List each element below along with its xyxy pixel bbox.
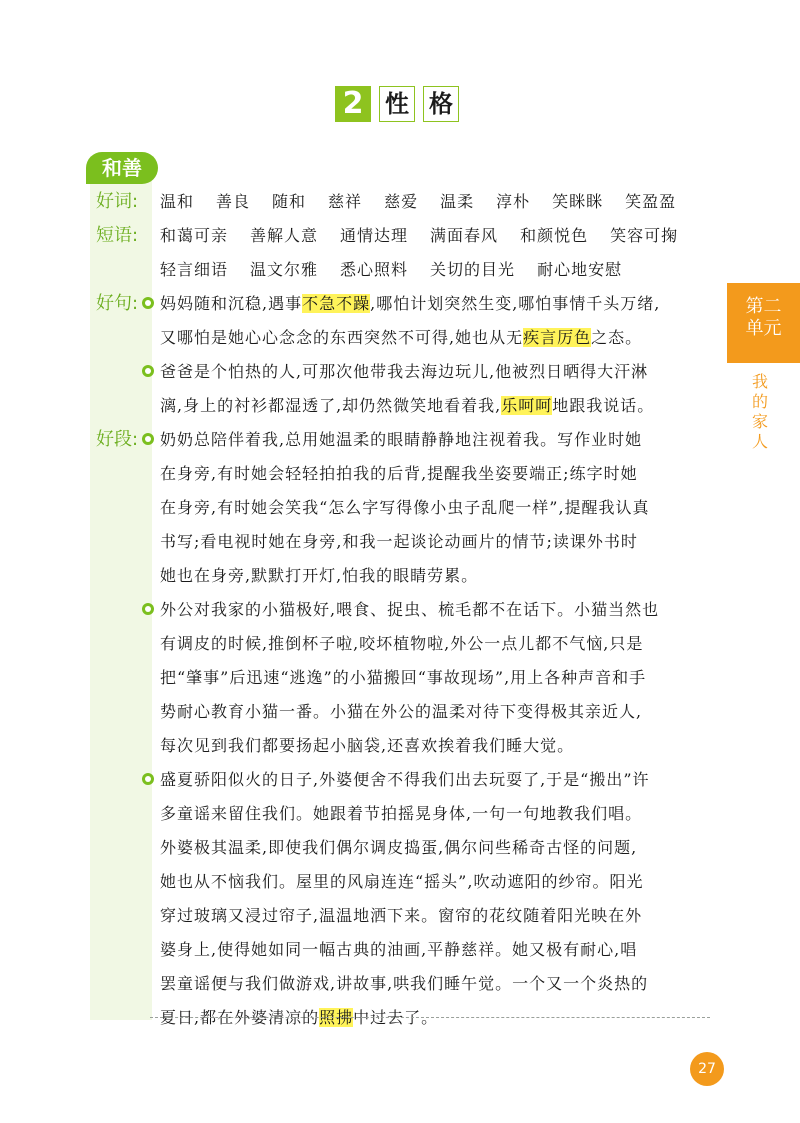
phrase: 关切的目光 (430, 260, 516, 279)
word: 慈爱 (384, 192, 419, 211)
phrase: 笑容可掬 (610, 226, 679, 245)
text-line: 多童谣来留住我们。她跟着节拍摇晃身体,一句一句地教我们唱。 (160, 804, 643, 823)
text-line: 把“肇事”后迅速“逃逸”的小猫搬回“事故现场”,用上各种声音和手 (160, 668, 647, 687)
sentence-2 (160, 355, 710, 423)
words-label: 好词: (96, 191, 139, 212)
word: 善良 (216, 192, 251, 211)
word: 随和 (272, 192, 307, 211)
page-number: 27 (690, 1052, 724, 1086)
text-line: 有调皮的时候,推倒杯子啦,咬坏植物啦,外公一点儿都不气恼,只是 (160, 634, 644, 653)
title-char-2: 格 (423, 86, 459, 122)
paragraph-2 (160, 593, 710, 763)
phrase: 通情达理 (340, 226, 409, 245)
text-line: 势耐心教育小猫一番。小猫在外公的温柔对待下变得极其亲近人, (160, 702, 643, 721)
text-line: 又哪怕是她心心念念的东西突然不可得,她也从无疾言厉色之态。 (160, 328, 643, 347)
phrase: 悉心照料 (340, 260, 409, 279)
text-line: 奶奶总陪伴着我,总用她温柔的眼睛静静地注视着我。写作业时她 (160, 430, 643, 449)
title-char-1: 性 (379, 86, 415, 122)
text-line: 在身旁,有时她会轻轻拍拍我的后背,提醒我坐姿要端正;练字时她 (160, 464, 638, 483)
text-line: 她也在身旁,默默打开灯,怕我的眼睛劳累。 (160, 566, 479, 585)
phrase: 轻言细语 (160, 260, 229, 279)
paragraph-3 (160, 763, 710, 1035)
text-line: 外公对我家的小猫极好,喂食、捉虫、梳毛都不在话下。小猫当然也 (160, 600, 660, 619)
lesson-number: 2 (335, 86, 371, 122)
phrases-row-1 (160, 224, 700, 248)
lesson-title (0, 86, 800, 126)
text-line: 她也从不恼我们。屋里的风扇连连“摇头”,吹动遮阳的纱帘。阳光 (160, 872, 644, 891)
text-line: 爸爸是个怕热的人,可那次他带我去海边玩儿,他被烈日晒得大汗淋 (160, 362, 649, 381)
text-line: 在身旁,有时她会笑我“怎么字写得像小虫子乱爬一样”,提醒我认真 (160, 498, 650, 517)
phrases-row-2 (160, 258, 644, 282)
sentences-label: 好句: (96, 293, 139, 314)
word: 笑眯眯 (552, 192, 604, 211)
text-line: 书写;看电视时她在身旁,和我一起谈论动画片的情节;读课外书时 (160, 532, 638, 551)
word: 温和 (160, 192, 195, 211)
text-line: 罢童谣便与我们做游戏,讲故事,哄我们睡午觉。一个又一个炎热的 (160, 974, 649, 993)
text-line: 婆身上,使得她如同一幅古典的油画,平静慈祥。她又极有耐心,唱 (160, 940, 638, 959)
paragraph-1 (160, 423, 710, 593)
phrase: 和蔼可亲 (160, 226, 229, 245)
category-badge: 和善 (86, 152, 158, 184)
highlighted-phrase: 乐呵呵 (501, 396, 553, 415)
text-line: 盛夏骄阳似火的日子,外婆便舍不得我们出去玩耍了,于是“搬出”许 (160, 770, 650, 789)
word: 笑盈盈 (625, 192, 677, 211)
text-line: 每次见到我们都要扬起小脑袋,还喜欢挨着我们睡大觉。 (160, 736, 575, 755)
text-line: 穿过玻璃又浸过帘子,温温地洒下来。窗帘的花纹随着阳光映在外 (160, 906, 643, 925)
word: 慈祥 (328, 192, 363, 211)
sentence-1 (160, 287, 710, 355)
phrase: 满面春风 (430, 226, 499, 245)
phrase: 耐心地安慰 (537, 260, 623, 279)
highlighted-phrase: 不急不躁 (302, 294, 371, 313)
text-line: 夏日,都在外婆清凉的照拂中过去了。 (160, 1008, 439, 1027)
unit-tab: 第二 单元 (727, 283, 800, 363)
words-row (160, 190, 698, 214)
paragraphs-label: 好段: (96, 429, 139, 450)
word: 淳朴 (496, 192, 531, 211)
text-line: 漓,身上的衬衫都湿透了,却仍然微笑地看着我,乐呵呵地跟我说话。 (160, 396, 655, 415)
word: 温柔 (440, 192, 475, 211)
text-line: 外婆极其温柔,即使我们偶尔调皮捣蛋,偶尔问些稀奇古怪的问题, (160, 838, 638, 857)
bullet-icon (142, 433, 154, 445)
bullet-icon (142, 297, 154, 309)
unit-subtitle: 我 的 家 人 (751, 372, 768, 451)
phrase: 和颜悦色 (520, 226, 589, 245)
highlighted-phrase: 疾言厉色 (523, 328, 592, 347)
bullet-icon (142, 773, 154, 785)
dashed-divider (150, 1017, 710, 1018)
phrases-label: 短语: (96, 225, 139, 246)
phrase: 温文尔雅 (250, 260, 319, 279)
highlighted-phrase: 照拂 (319, 1008, 354, 1027)
phrase: 善解人意 (250, 226, 319, 245)
bullet-icon (142, 365, 154, 377)
text-line: 妈妈随和沉稳,遇事不急不躁,哪怕计划突然生变,哪怕事情千头万绪, (160, 294, 661, 313)
bullet-icon (142, 603, 154, 615)
